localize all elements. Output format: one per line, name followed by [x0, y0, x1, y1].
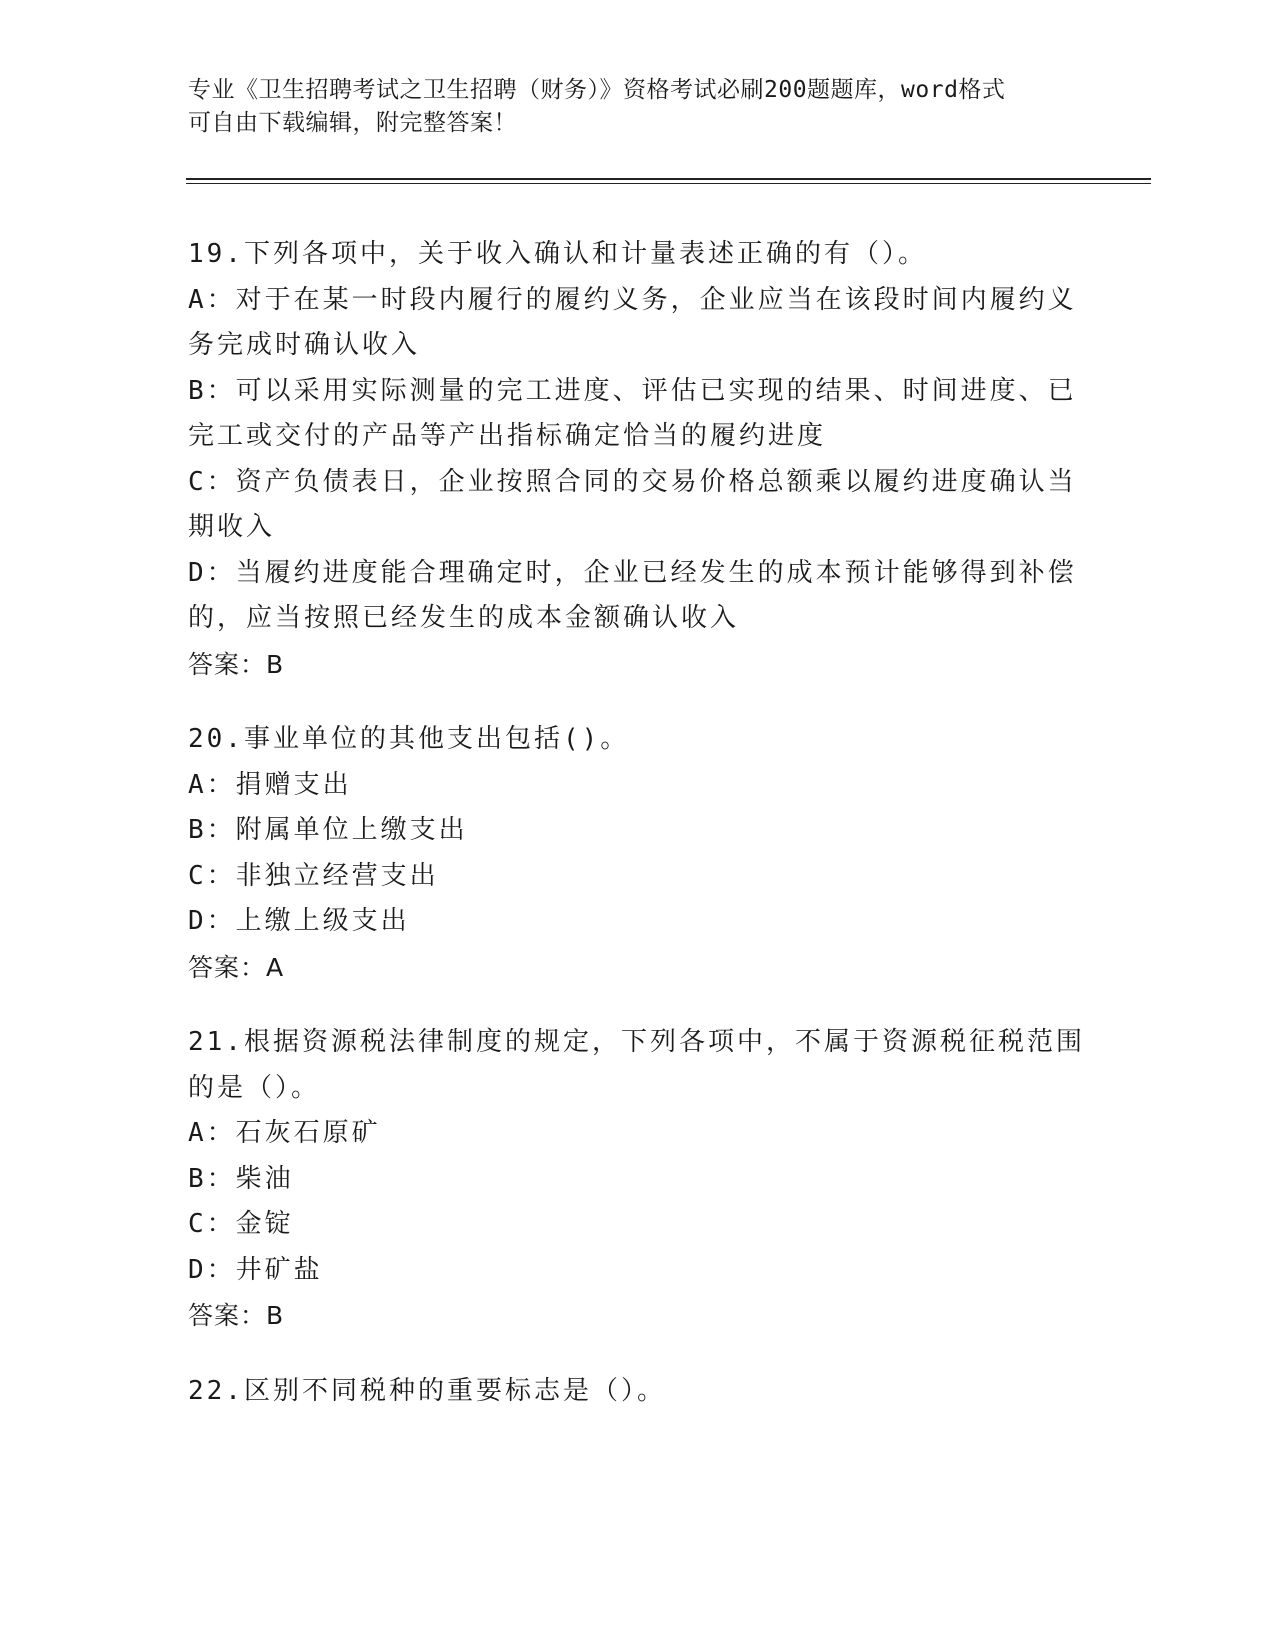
header-line-1: 专业《卫生招聘考试之卫生招聘（财务）》资格考试必刷200题题库，word格式	[188, 77, 1006, 103]
question-stem: 22.区别不同税种的重要标志是（）。	[188, 1375, 666, 1406]
option-c: C：非独立经营支出	[188, 860, 439, 891]
option-c-cont: 期收入	[188, 512, 276, 542]
page-header	[188, 74, 1088, 140]
answer: 答案：A	[188, 952, 285, 982]
option-d: D：当履约进度能合理确定时，企业已经发生的成本预计能够得到补偿	[188, 557, 1077, 588]
question-19	[188, 232, 1088, 687]
question-list	[188, 232, 1088, 1444]
option-d: D：井矿盐	[188, 1254, 323, 1285]
header-rule-thin	[186, 183, 1151, 184]
option-d: D：上缴上级支出	[188, 906, 410, 936]
option-d-cont: 的，应当按照已经发生的成本金额确认收入	[188, 603, 740, 633]
option-a: A：捐赠支出	[188, 769, 352, 800]
option-c: C：金锭	[188, 1209, 294, 1239]
header-rule-thick	[186, 178, 1151, 180]
option-a: A：对于在某一时段内履行的履约义务，企业应当在该段时间内履约义	[188, 284, 1077, 315]
question-stem-cont: 的是（）。	[188, 1072, 321, 1103]
option-a: A：石灰石原矿	[188, 1118, 381, 1148]
option-b: B：可以采用实际测量的完工进度、评估已实现的结果、时间进度、已	[188, 375, 1077, 406]
question-stem: 21.根据资源税法律制度的规定，下列各项中，不属于资源税征税范围	[188, 1027, 1085, 1057]
question-22	[188, 1369, 1088, 1415]
option-a-cont: 务完成时确认收入	[188, 330, 421, 360]
question-21	[188, 1020, 1088, 1339]
option-b: B：附属单位上缴支出	[188, 815, 468, 845]
question-stem: 20.事业单位的其他支出包括()。	[188, 724, 630, 754]
option-c: C：资产负债表日，企业按照合同的交易价格总额乘以履约进度确认当	[188, 466, 1077, 497]
answer: 答案：B	[188, 649, 285, 679]
question-20	[188, 717, 1088, 990]
question-stem: 19.下列各项中，关于收入确认和计量表述正确的有（）。	[188, 239, 927, 269]
answer: 答案：B	[188, 1301, 285, 1330]
option-b: B：柴油	[188, 1163, 294, 1194]
header-line-2: 可自由下载编辑，附完整答案！	[188, 110, 517, 136]
option-b-cont: 完工或交付的产品等产出指标确定恰当的履约进度	[188, 421, 827, 451]
